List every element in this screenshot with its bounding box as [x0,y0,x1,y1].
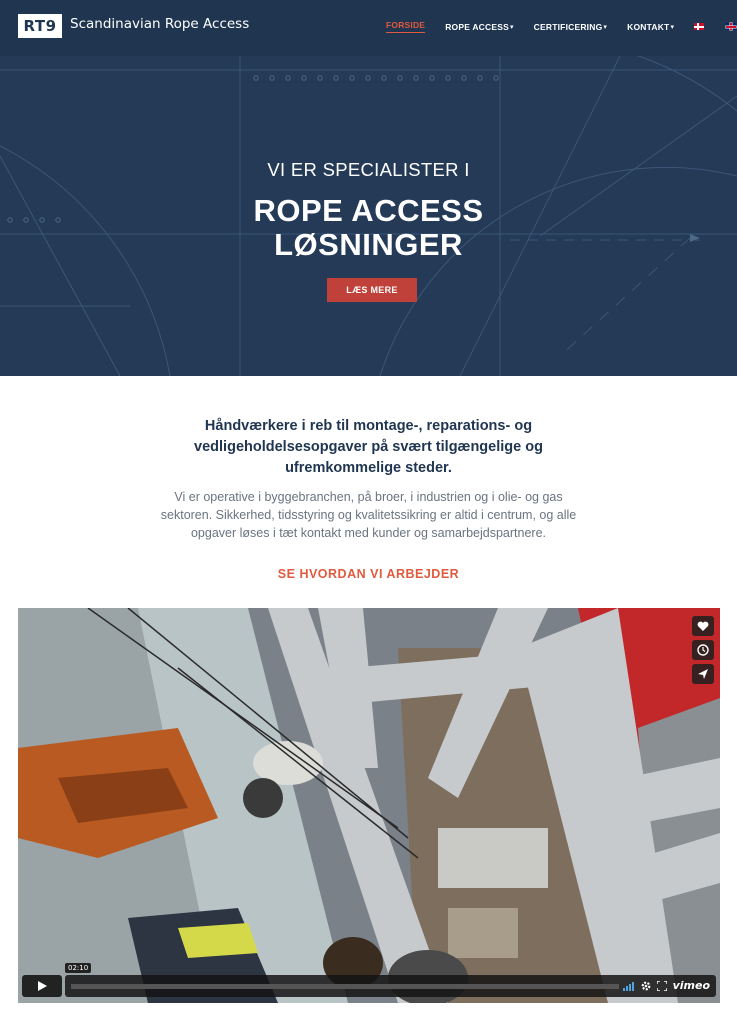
chevron-down-icon: ▾ [509,23,514,31]
hero-title [0,194,737,262]
fullscreen-icon [657,981,667,991]
control-bar [65,964,716,997]
intro-heading: Håndværkere i reb til montage-, reparations- og vedligeholdelsesopgaver på svært tilgængelige og ufremkommelige steder. [194,418,543,476]
vimeo-logo[interactable]: vimeo [672,979,710,992]
volume-button[interactable] [623,981,635,991]
menu-item-rope-access[interactable]: ROPE ACCESS ▾ [445,21,514,32]
hero-subtitle: VI ER SPECIALISTER I [267,159,470,180]
chevron-down-icon: ▾ [603,23,608,31]
volume-bars-icon [623,981,635,991]
send-icon [697,668,709,680]
menu-item-forside[interactable]: FORSIDE [386,20,425,33]
progress-bar[interactable] [71,984,619,989]
top-navigation [0,0,737,56]
video-controls [22,964,716,997]
heart-icon [697,621,709,632]
menu-item-certificering[interactable]: CERTIFICERING ▾ [533,21,608,32]
menu-item-kontakt[interactable]: KONTAKT ▾ [627,21,675,32]
like-button[interactable] [692,616,714,636]
logo-mark[interactable]: RT9 [18,14,62,38]
video-player[interactable] [18,608,720,1003]
share-button[interactable] [692,664,714,684]
english-flag-icon[interactable] [726,23,736,30]
gear-icon [641,981,651,991]
read-more-button[interactable]: LÆS MERE [327,278,417,302]
intro-body: Vi er operative i byggebranchen, på broer, i industrien og i olie- og gas sektoren. Sikkerhed, tidsstyring og kvalitetssikring er altid i centrum, og alle opgaver løses i tæt kontakt med kunder og samarbejdspartnere. [160,490,577,540]
settings-button[interactable] [641,981,651,991]
hero-title-line-2: LØSNINGER [274,227,463,262]
play-icon [36,980,48,992]
video-frame [18,608,720,1003]
danish-flag-icon[interactable] [694,23,704,30]
chevron-down-icon: ▾ [670,23,675,31]
hero-title-line-1: ROPE ACCESS [253,193,484,228]
watch-later-button[interactable] [692,640,714,660]
control-icons [617,979,710,992]
logo-text[interactable]: Scandinavian Rope Access [70,16,250,32]
clock-icon [697,644,709,656]
see-how-we-work-link[interactable]: SE HVORDAN VI ARBEJDER [277,567,460,581]
video-duration: 02:10 [65,963,91,973]
play-button[interactable] [22,975,62,997]
main-menu [386,20,737,33]
hero-section [0,56,737,376]
fullscreen-button[interactable] [657,981,667,991]
